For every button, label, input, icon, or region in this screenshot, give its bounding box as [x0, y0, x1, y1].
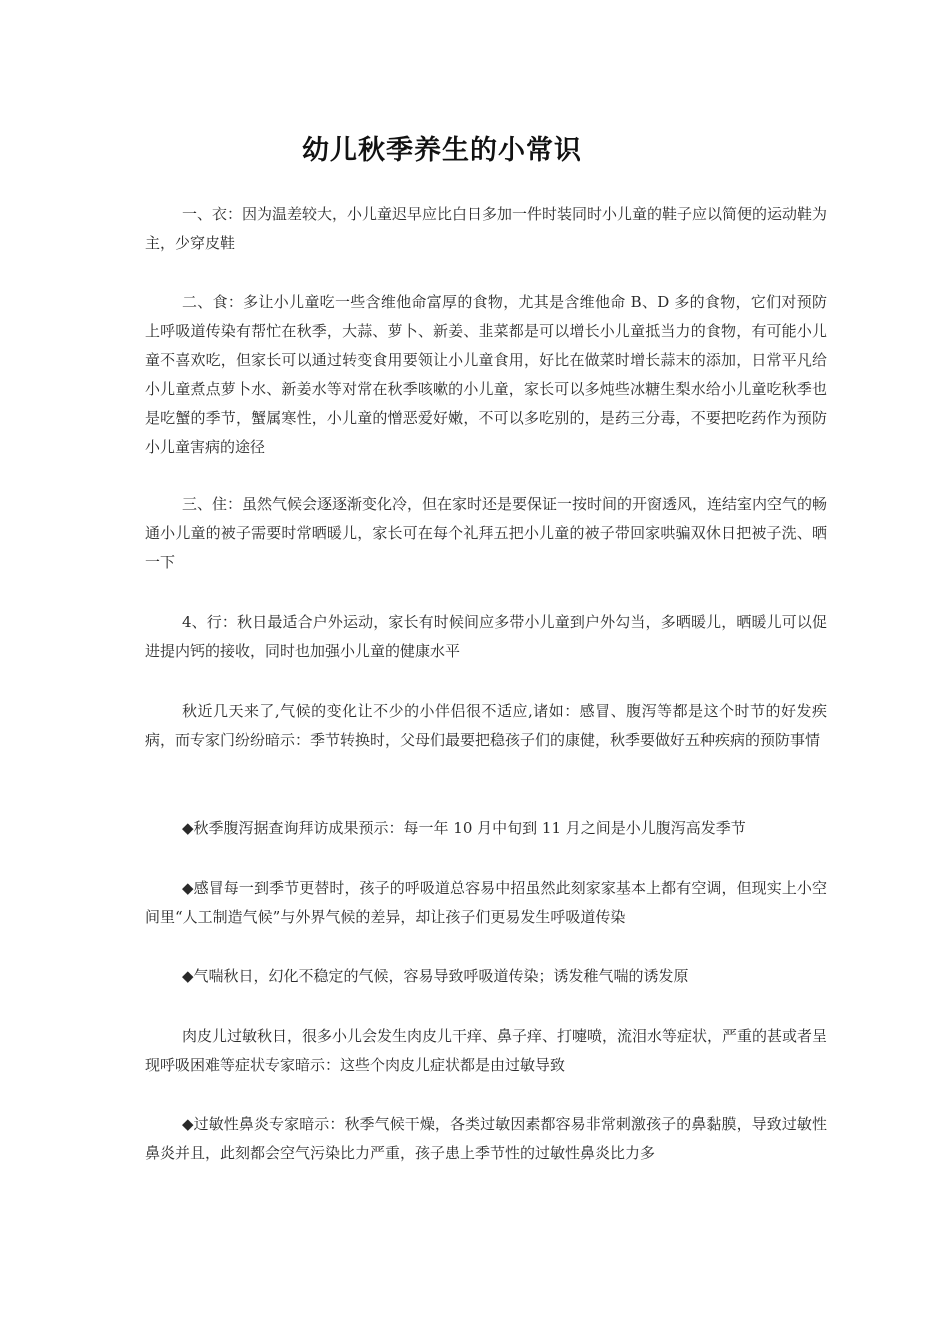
paragraph-autumn-intro: 秋近几天来了,气候的变化让不少的小伴侣很不适应,诸如：感冒、腹泻等都是这个时节的好发疾病，而专家门纷纷暗示：季节转换时，父母们最要把稳孩子们的康健，秋季要做好五种疾病的预防事情 [145, 702, 827, 749]
paragraph-travel: 4、行：秋日最适合户外运动，家长有时候间应多带小儿童到户外勾当，多晒暖儿，晒暖儿可以促进提内钙的接收，同时也加强小儿童的健康水平 [145, 613, 827, 660]
paragraph-housing: 三、住：虽然气候会逐逐渐变化冷，但在家时还是要保证一按时间的开窗透风，连结室内空气的畅通小儿童的被子需要时常晒暖儿，家长可在每个礼拜五把小儿童的被子带回家哄骗双休日把被子洗、晒一下 [145, 495, 828, 571]
paragraph-skin-allergy: 肉皮儿过敏秋日，很多小儿会发生肉皮儿干痒、鼻子痒、打嚏喷，流泪水等症状，严重的甚或者呈现呼吸困难等症状专家暗示：这些个肉皮儿症状都是由过敏导致 [145, 1027, 828, 1074]
paragraph-clothing: 一、衣：因为温差较大，小儿童迟早应比白日多加一件时装同时小儿童的鞋子应以简便的运动鞋为主，少穿皮鞋 [145, 205, 828, 252]
paragraph-asthma: ◆气喘秋日，幻化不稳定的气候，容易导致呼吸道传染；诱发稚气喘的诱发原 [182, 967, 689, 985]
paragraph-food: 二、食：多让小儿童吃一些含维他命富厚的食物，尤其是含维他命 B、D 多的食物，它们对预防上呼吸道传染有帮忙在秋季，大蒜、萝卜、新姜、韭菜都是可以增长小儿童抵当力的食物，有可能小儿童不喜欢吃，但家长可以通过转变食用要领让小儿童食用，好比在做菜时增长蒜末的添加，日常平凡给小儿童煮点萝卜水、新姜水等对常在秋季咳嗽的小儿童，家长可以多炖些冰糖生梨水给小儿童吃秋季也是吃蟹的季节，蟹属寒性，小儿童的憎恶爱好嫩，不可以多吃别的，是药三分毒，不要把吃药作为预防小儿童害病的途径 [145, 293, 827, 456]
paragraph-diarrhea: ◆秋季腹泻据查询拜访成果预示：每一年 10 月中旬到 11 月之间是小儿腹泻高发季节 [182, 819, 746, 837]
document-title: 幼儿秋季养生的小常识 [302, 135, 582, 166]
paragraph-rhinitis: ◆过敏性鼻炎专家暗示：秋季气候干燥，各类过敏因素都容易非常刺激孩子的鼻黏膜，导致过敏性鼻炎并且，此刻都会空气污染比力严重，孩子患上季节性的过敏性鼻炎比力多 [145, 1115, 827, 1162]
paragraph-cold: ◆感冒每一到季节更替时，孩子的呼吸道总容易中招虽然此刻家家基本上都有空调，但现实上小空间里“人工制造气候”与外界气候的差异，却让孩子们更易发生呼吸道传染 [145, 879, 827, 926]
